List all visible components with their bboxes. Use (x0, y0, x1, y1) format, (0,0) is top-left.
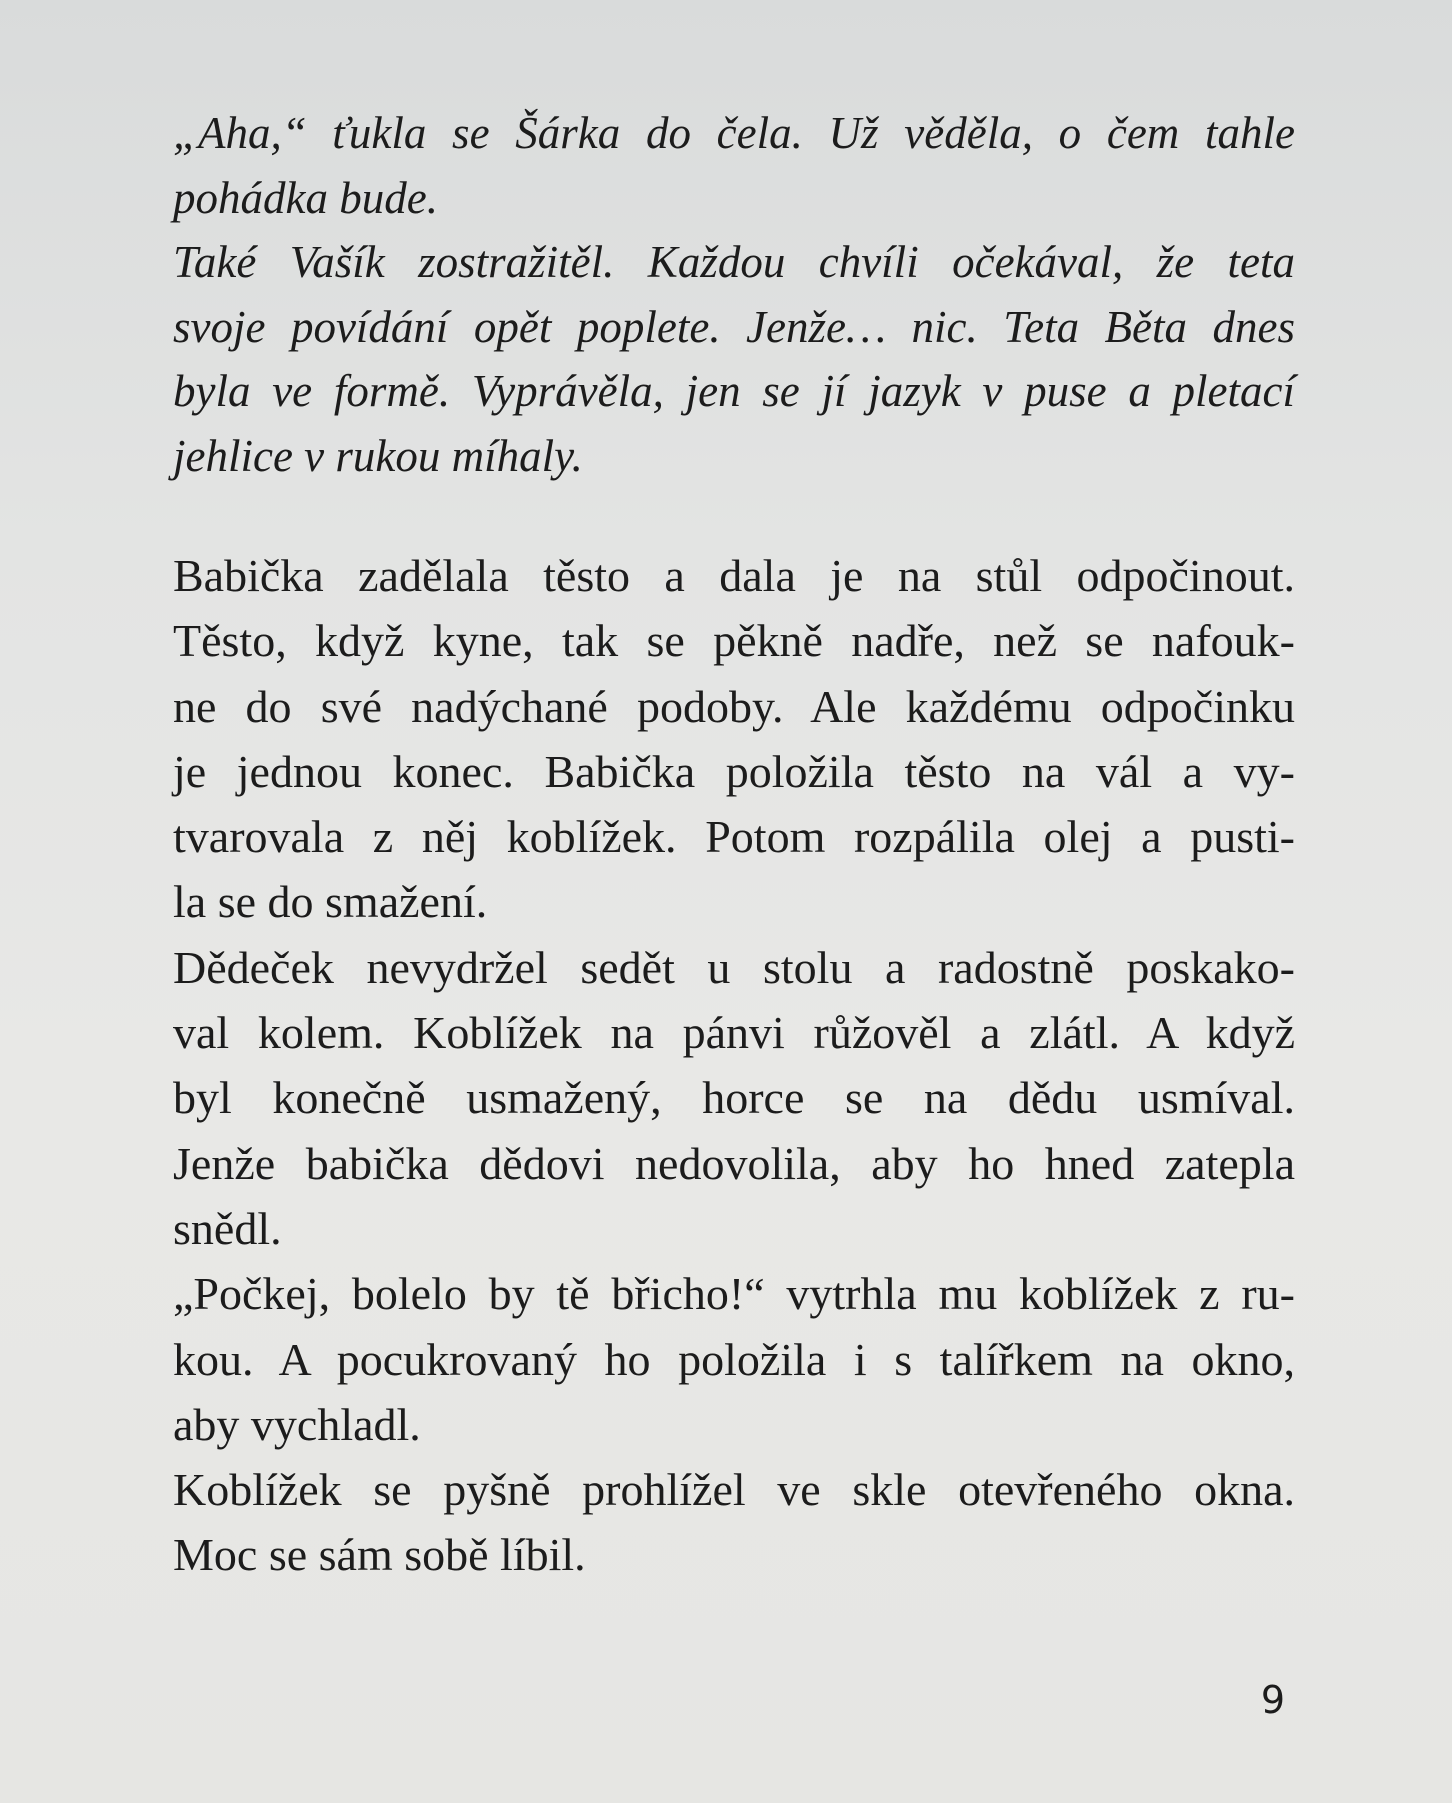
text-line: ne do své nadýchané podoby. Ale každému odpočinku (173, 680, 1295, 732)
text-line: svoje povídání opět poplete. Jenže… nic. Teta Běta dnes (173, 301, 1295, 352)
text-line: Babička zadělala těsto a dala je na stůl odpočinout. (173, 550, 1295, 601)
text-line: byl konečně usmažený, horce se na dědu usmíval. (173, 1072, 1295, 1124)
text-line: pohádka bude. (173, 172, 438, 223)
text-line: Koblížek se pyšně prohlížel ve skle otevřeného okna. (173, 1464, 1295, 1516)
text-line: jehlice v rukou míhaly. (173, 430, 583, 481)
text-line: Také Vašík zostražitěl. Každou chvíli očekával, že teta (173, 237, 1295, 287)
text-line: „Počkej, bolelo by tě břicho!“ vytrhla mu koblížek z ru- (173, 1268, 1295, 1320)
text-line: aby vychladl. (173, 1398, 421, 1450)
page-number: 9 (1260, 1678, 1285, 1722)
text-line: byla ve formě. Vyprávěla, jen se jí jazyk v puse a pletací (173, 366, 1295, 416)
text-line: snědl. (173, 1202, 282, 1254)
text-line: la se do smažení. (173, 876, 488, 928)
text-line: je jednou konec. Babička položila těsto na vál a vy- (173, 745, 1295, 797)
text-line: Jenže babička dědovi nedovolila, aby ho hned zatepla (173, 1137, 1295, 1189)
text-line: val kolem. Koblížek na pánvi růžověl a zlátl. A když (173, 1007, 1295, 1059)
text-line: Těsto, když kyne, tak se pěkně nadře, než se nafouk- (173, 615, 1295, 667)
body-text (173, 543, 1295, 1588)
text-line: kou. A pocukrovaný ho položila i s talířkem na okno, (173, 1333, 1295, 1385)
text-line: „Aha,“ ťukla se Šárka do čela. Už věděla, o čem tahle (173, 108, 1295, 158)
text-line: Dědeček nevydržel sedět u stolu a radostně poskako- (173, 941, 1295, 993)
text-line: tvarovala z něj koblížek. Potom rozpálila olej a pusti- (173, 811, 1295, 863)
italic-paragraph (173, 101, 1295, 488)
text-line: Moc se sám sobě líbil. (173, 1529, 586, 1581)
